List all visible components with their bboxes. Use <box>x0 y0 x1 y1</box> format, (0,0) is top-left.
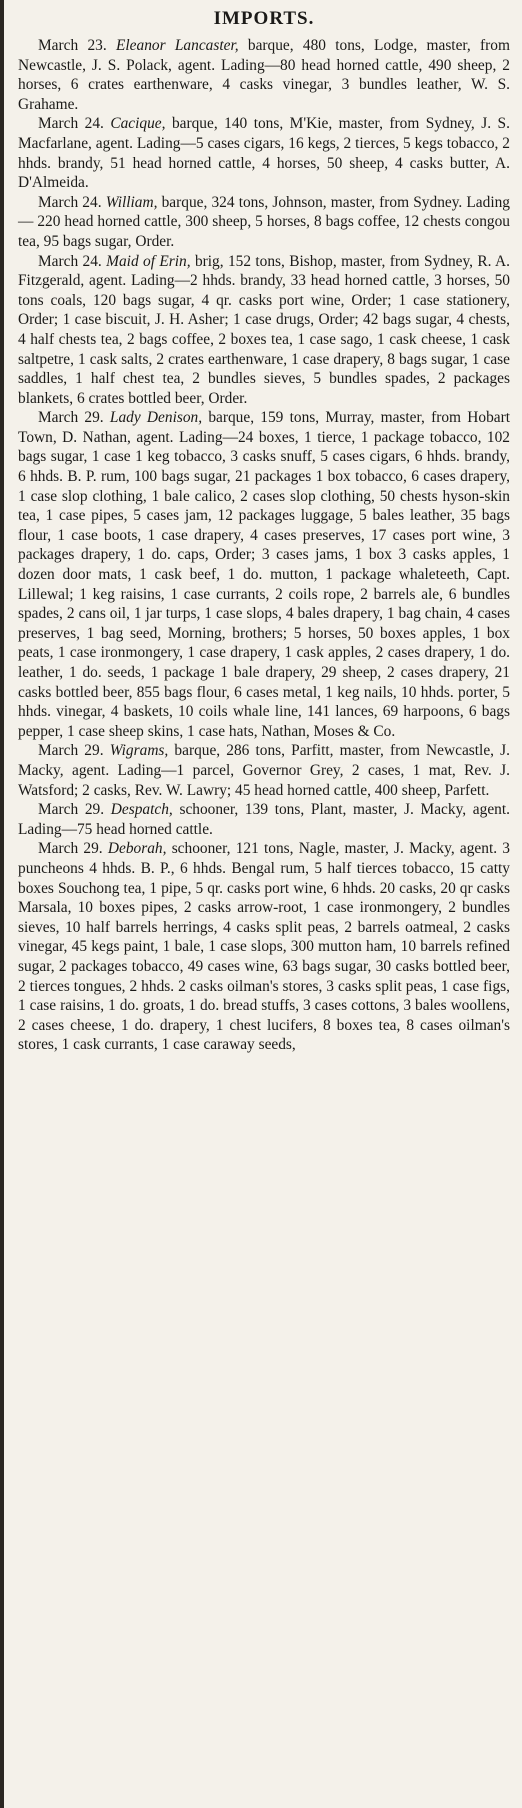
ship-name: Despatch, <box>110 801 173 819</box>
ship-name: Wigrams, <box>109 742 169 760</box>
import-entry <box>18 252 510 409</box>
entry-date: March 29. <box>38 801 105 819</box>
ship-name: Lady Denison, <box>109 409 203 427</box>
ship-name: Maid of Erin, <box>106 252 191 270</box>
entry-date: March 29. <box>38 840 103 858</box>
entry-date: March 23. <box>38 37 107 54</box>
ship-name: Cacique, <box>110 115 166 133</box>
import-entry <box>18 839 510 1055</box>
entry-date: March 24. <box>38 252 102 270</box>
entry-details: barque, 480 tons, Lodge, master, from Newcastle, J. S. Polack, agent. Lading—80 head horned cattle, 490 sheep, 2 horses, 6 crates earthenware, 4 casks vinegar, 3 bundles leather, W. S. Grahame. <box>18 37 510 113</box>
entry-details: barque, 324 tons, Johnson, master, from Sydney. Lading — 220 head horned cattle, 300 sheep, 5 horses, 8 bags coffee, 12 chests congou tea, 95 bags sugar, Order. <box>18 193 510 250</box>
column-rule <box>0 0 4 1808</box>
ship-name: Deborah, <box>107 840 167 858</box>
import-entry <box>18 114 510 192</box>
ship-name: William, <box>105 193 158 211</box>
entry-date: March 29. <box>38 409 104 427</box>
section-heading: IMPORTS. <box>213 8 315 29</box>
imports-list <box>18 36 510 1055</box>
entry-details: barque, 286 tons, Parfitt, master, from Newcastle, J. Macky, agent. Lading—1 parcel, Governor Grey, 2 cases, 1 mat, Rev. J. Watsford; 2 casks, Rev. W. Lawry; 45 head horned cattle, 400 sheep, Parfett. <box>18 742 510 799</box>
entry-details: barque, 159 tons, Murray, master, from Hobart Town, D. Nathan, agent. Lading—24 boxes, 1 tierce, 1 package tobacco, 102 bags sugar, 1 case 1 keg tobacco, 3 casks snuff, 5 cases cigars, 6 hhds. brandy, 6 hhds. B. P. rum, 100 bags sugar, 21 packages 1 box tobacco, 6 cases drapery, 1 case slop clothing, 1 bale calico, 2 cases slop clothing, 50 chests hyson-skin tea, 1 case pipes, 5 cases jam, 12 packages luggage, 5 bales leather, 35 bags flour, 1 case boots, 1 case drapery, 4 cases preserves, 17 cases port wine, 3 packages drapery, 1 do. caps, Order; 3 cases jams, 1 box 3 casks apples, 1 dozen door mats, 1 cask beef, 1 do. mutton, 1 package whaleteeth, Capt. Lillewal; 1 keg raisins, 1 case currants, 2 coils rope, 2 barrels ale, 6 bundles spades, 2 cans oil, 1 jar turps, 1 case slops, 4 bales drapery, 1 bag chain, 4 cases preserves, 1 bag seed, Morning, brothers; 5 horses, 50 boxes apples, 1 box peats, 1 case ironmongery, 1 case drapery, 1 cask apples, 2 cases drapery, 1 do. leather, 1 do. seeds, 1 package 1 bale drapery, 29 sheep, 2 cases drapery, 21 casks bottled beer, 855 bags flour, 6 cases metal, 1 keg nails, 10 hhds. porter, 5 hhds. vinegar, 4 baskets, 10 coils whale line, 141 lances, 69 harpoons, 6 bags pepper, 1 case sheep skins, 1 case hats, Nathan, Moses & Co. <box>18 409 510 740</box>
ship-name: Eleanor Lancaster, <box>116 37 239 54</box>
entry-date: March 24. <box>38 115 104 133</box>
entry-details: brig, 152 tons, Bishop, master, from Sydney, R. A. Fitzgerald, agent. Lading—2 hhds. brandy, 33 head horned cattle, 3 horses, 50 tons coals, 120 bags sugar, 4 qr. casks port wine, Order; 1 case stationery, Order; 1 case biscuit, J. H. Asher; 1 case drugs, Order; 42 bags sugar, 4 chests, 4 half chests tea, 2 bags coffee, 2 boxes tea, 1 case sago, 1 cask cheese, 1 cask saltpetre, 1 cask salts, 2 crates earthenware, 1 case drapery, 8 bags sugar, 1 case saddles, 1 half chest tea, 2 bundles sieves, 5 bundles spades, 2 packages blankets, 6 crates bottled beer, Order. <box>18 252 510 407</box>
entry-details: schooner, 139 tons, Plant, master, J. Macky, agent. Lading—75 head horned cattle. <box>18 801 510 838</box>
import-entry <box>18 193 510 252</box>
import-entry <box>18 800 510 839</box>
import-entry <box>18 408 510 741</box>
entry-date: March 24. <box>38 193 102 211</box>
entry-details: barque, 140 tons, M'Kie, master, from Sydney, J. S. Macfarlane, agent. Lading—5 cases cigars, 16 kegs, 2 tierces, 5 kegs tobacco, 2 hhds. brandy, 51 head horned cattle, 4 horses, 50 sheep, 4 casks butter, A. D'Almeida. <box>18 115 510 192</box>
entry-date: March 29. <box>38 742 104 760</box>
import-entry <box>18 741 510 800</box>
import-entry <box>18 36 510 114</box>
entry-details: schooner, 121 tons, Nagle, master, J. Macky, agent. 3 puncheons 4 hhds. B. P., 6 hhds. Bengal rum, 5 half tierces tobacco, 15 catty boxes Souchong tea, 1 pipe, 5 qr. casks port wine, 6 hhds. 20 casks, 20 qr casks Marsala, 10 boxes pipes, 2 casks arrow-root, 1 case ironmongery, 2 bundles sieves, 10 half barrels herrings, 4 casks split peas, 2 barrels oatmeal, 2 casks vinegar, 45 kegs paint, 1 bale, 1 case slops, 300 mutton ham, 10 barrels refined sugar, 2 packages tobacco, 49 cases wine, 63 bags sugar, 30 casks bottled beer, 2 tierces tongues, 2 hhds. 2 casks oilman's stores, 3 casks split peas, 1 case figs, 1 case raisins, 1 do. groats, 1 do. bread stuffs, 3 cases cottons, 3 bales woollens, 2 cases cheese, 1 do. drapery, 1 chest lucifers, 8 boxes tea, 8 cases oilman's stores, 1 cask currants, 1 case caraway seeds, <box>18 840 510 1054</box>
